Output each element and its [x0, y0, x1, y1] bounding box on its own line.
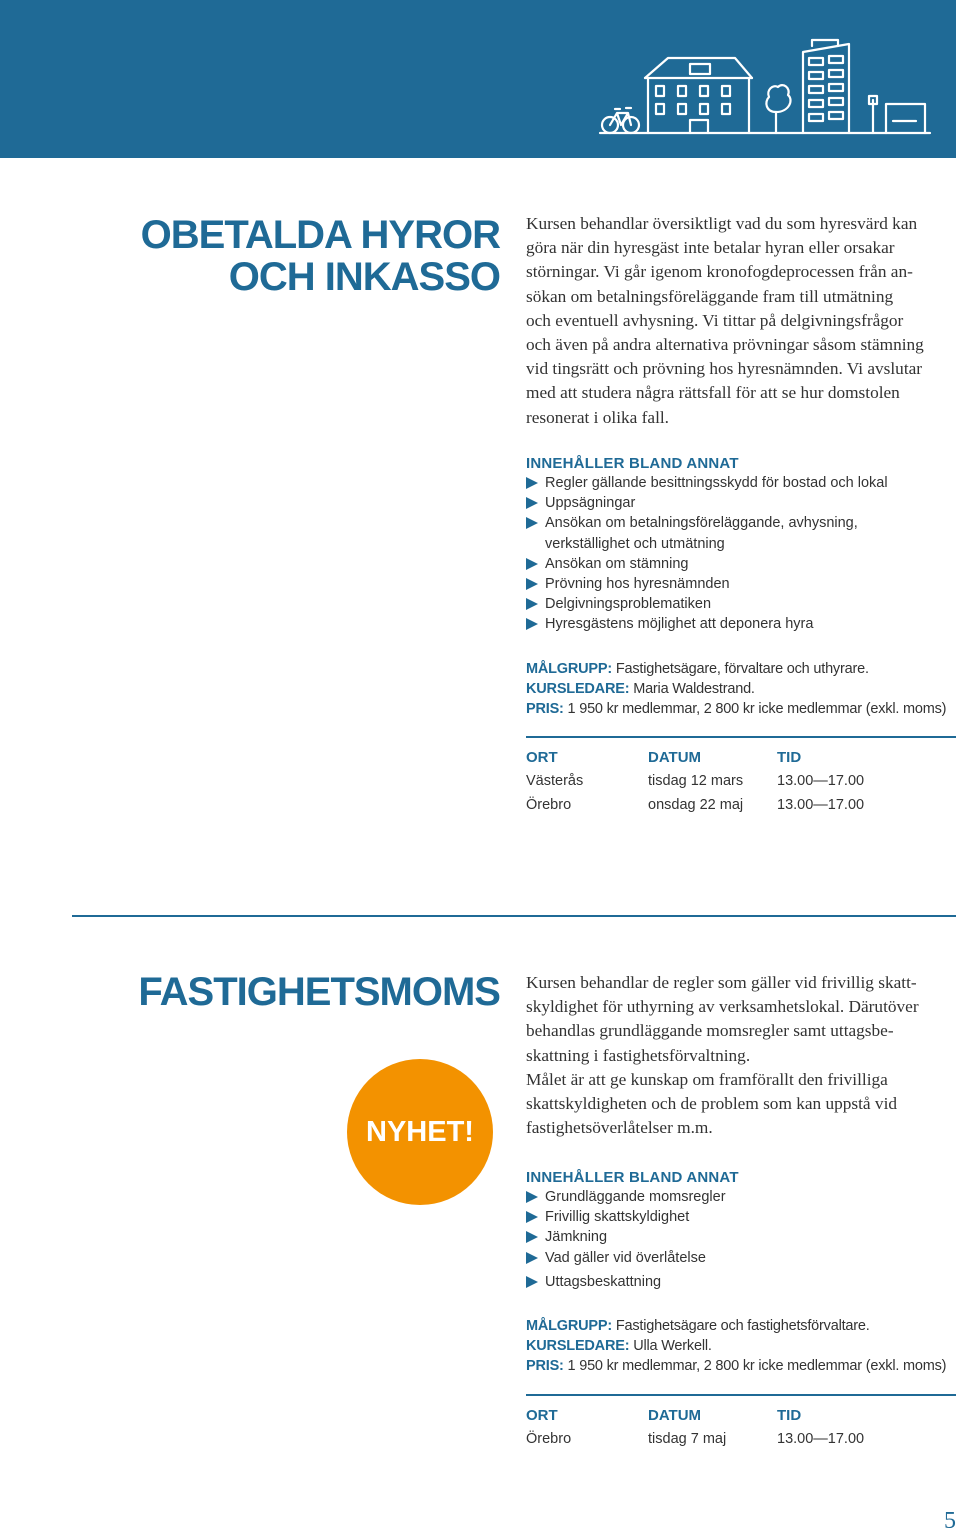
- city-illustration: [0, 0, 956, 158]
- description-line: skattskyldigheten och de problem som kan uppstå vid: [526, 1094, 898, 1114]
- description-line: behandlas grundläggande momsregler samt uttagsbe-: [526, 1021, 894, 1041]
- list-item: [526, 493, 888, 513]
- table-header-row: [526, 745, 897, 769]
- contents-heading: INNEHÅLLER BLAND ANNAT: [526, 455, 739, 472]
- description-line: fastighetsöverlåtelser m.m.: [526, 1118, 713, 1138]
- target-group-label: MÅLGRUPP:: [526, 661, 613, 677]
- cell-ort: Örebro: [526, 1431, 572, 1447]
- divider: [526, 1394, 956, 1396]
- table-row: [526, 1427, 897, 1451]
- bullet-arrow-icon: [526, 517, 538, 529]
- cell-tid: 13.00—17.00: [777, 797, 865, 813]
- list-item: [526, 1248, 726, 1268]
- list-item-text: Uppsägningar: [545, 495, 636, 512]
- target-group-value: Fastighetsägare och fastighetsförvaltare.: [615, 1318, 870, 1334]
- tree-icon: [766, 85, 790, 133]
- list-item-text: Prövning hos hyresnämnden: [545, 576, 730, 593]
- schedule-table-1: [526, 745, 897, 817]
- price-label: PRIS:: [526, 701, 564, 718]
- course-description-2: [526, 971, 956, 1140]
- cell-datum: tisdag 12 mars: [648, 773, 744, 789]
- course-leader: [526, 1336, 946, 1356]
- table-row: [526, 769, 897, 793]
- list-item-text: Hyresgästens möjlighet att deponera hyra: [545, 616, 814, 633]
- course-leader: [526, 679, 946, 699]
- description-line: resonerat i olika fall.: [526, 407, 669, 427]
- course-meta-1: [526, 659, 946, 720]
- cell-tid: 13.00—17.00: [777, 1431, 865, 1447]
- cell-tid: 13.00—17.00: [777, 773, 865, 789]
- description-line: och eventuell avhysning. Vi tittar på delgivningsfrågor: [526, 310, 904, 330]
- course-meta-2: [526, 1316, 946, 1377]
- course-title-fastighetsmoms: FASTIGHETSMOMS: [138, 970, 500, 1014]
- target-group: [526, 659, 946, 679]
- list-item: [526, 614, 888, 634]
- list-item: [526, 1227, 726, 1247]
- bullet-arrow-icon: [526, 1276, 538, 1288]
- description-line: Kursen behandlar översiktligt vad du som hyresvärd kan: [526, 214, 918, 233]
- list-item-text: Frivillig skattskyldighet: [545, 1209, 690, 1226]
- description-line: Kursen behandlar de regler som gäller vid frivillig skatt-: [526, 973, 917, 992]
- contents-list: [526, 473, 888, 635]
- price-value: 1 950 kr medlemmar, 2 800 kr icke medlemmar (exkl. moms): [567, 1358, 947, 1375]
- course-leader-label: KURSLEDARE:: [526, 681, 630, 698]
- bullet-arrow-icon: [526, 618, 538, 630]
- bullet-arrow-icon: [526, 598, 538, 610]
- bullet-arrow-icon: [526, 558, 538, 570]
- list-item: [526, 473, 888, 493]
- target-group-value: Fastighetsägare, förvaltare och uthyrare.: [615, 661, 869, 677]
- list-item: [526, 513, 888, 533]
- price-value: 1 950 kr medlemmar, 2 800 kr icke medlemmar (exkl. moms): [567, 701, 947, 718]
- list-item-text: verkställighet och utmätning: [545, 535, 725, 552]
- header-banner: [0, 0, 956, 158]
- bullet-arrow-icon: [526, 1231, 538, 1243]
- cell-datum: onsdag 22 maj: [648, 797, 744, 813]
- contents-heading: INNEHÅLLER BLAND ANNAT: [526, 1169, 739, 1186]
- section-divider: [72, 915, 956, 917]
- course-leader-value: Ulla Werkell.: [633, 1338, 712, 1355]
- price: [526, 699, 946, 719]
- list-item: [526, 1272, 726, 1292]
- description-line: och även på andra alternativa prövningar såsom stämning: [526, 335, 924, 355]
- tower-building-icon: [803, 40, 849, 133]
- price: [526, 1356, 946, 1376]
- title-line-1: OBETALDA HYROR: [140, 213, 500, 257]
- contents-list: [526, 1187, 726, 1292]
- bullet-arrow-icon: [526, 497, 538, 509]
- divider: [526, 736, 956, 738]
- description-line: vid tingsrätt och prövning hos hyresnämnden. Vi avslutar: [526, 359, 923, 379]
- bullet-arrow-icon: [526, 477, 538, 489]
- bullet-arrow-icon: [526, 578, 538, 590]
- description-line: störningar. Vi går igenom kronofogdeprocessen från an-: [526, 262, 913, 282]
- course-title-obetalda-hyror: [141, 214, 500, 298]
- description-line: Målet är att ge kunskap om framförallt den frivilliga: [526, 1069, 888, 1089]
- column-header-tid: TID: [777, 748, 802, 766]
- column-header-datum: DATUM: [648, 748, 702, 766]
- table-header-row: [526, 1403, 897, 1427]
- list-item-text: Regler gällande besittningsskydd för bostad och lokal: [545, 475, 888, 491]
- target-group-label: MÅLGRUPP:: [526, 1318, 613, 1334]
- course-leader-label: KURSLEDARE:: [526, 1338, 630, 1355]
- list-item-text: Ansökan om betalningsföreläggande, avhysning,: [545, 515, 858, 532]
- course-description-1: [526, 212, 956, 430]
- table-row: [526, 793, 897, 817]
- cell-datum: tisdag 7 maj: [648, 1431, 727, 1447]
- bullet-arrow-icon: [526, 1211, 538, 1223]
- description-line: med att studera några rättsfall för att se hur domstolen: [526, 383, 900, 403]
- list-item: [526, 1207, 726, 1227]
- column-header-ort: ORT: [526, 1406, 558, 1424]
- column-header-tid: TID: [777, 1406, 802, 1424]
- course-leader-value: Maria Waldestrand.: [633, 681, 755, 698]
- list-item-text: Delgivningsproblematiken: [545, 596, 712, 613]
- cell-ort: Västerås: [526, 773, 584, 789]
- bullet-arrow-icon: [526, 1252, 538, 1264]
- target-group: [526, 1316, 946, 1336]
- list-item-continuation: [526, 534, 888, 554]
- cell-ort: Örebro: [526, 797, 572, 813]
- list-item-text: Jämkning: [545, 1229, 608, 1246]
- list-item-text: Vad gäller vid överlåtelse: [545, 1249, 706, 1266]
- apartment-building-icon: [645, 58, 752, 133]
- bicycle-icon: [602, 108, 639, 133]
- description-line: göra när din hyresgäst inte betalar hyran eller orsakar: [526, 238, 895, 258]
- description-line: sökan om betalningsföreläggande fram till utmätning: [526, 286, 894, 306]
- list-item: [526, 594, 888, 614]
- list-item-text: Grundläggande momsregler: [545, 1189, 726, 1205]
- page-number: 5: [944, 1508, 956, 1534]
- bus-stop-icon: [869, 96, 925, 133]
- bullet-arrow-icon: [526, 1191, 538, 1203]
- description-line: skyldighet för uthyrning av verksamhetslokal. Därutöver: [526, 997, 919, 1017]
- list-item: [526, 1187, 726, 1207]
- column-header-datum: DATUM: [648, 1406, 702, 1424]
- new-badge: NYHET!: [347, 1059, 493, 1205]
- column-header-ort: ORT: [526, 748, 558, 766]
- list-item-text: Ansökan om stämning: [545, 555, 689, 572]
- list-item-text: Uttagsbeskattning: [545, 1273, 662, 1290]
- price-label: PRIS:: [526, 1358, 564, 1375]
- description-line: skattning i fastighetsförvaltning.: [526, 1045, 751, 1065]
- list-item: [526, 554, 888, 574]
- title-line-2: OCH INKASSO: [228, 255, 500, 299]
- list-item: [526, 574, 888, 594]
- schedule-table-2: [526, 1403, 897, 1451]
